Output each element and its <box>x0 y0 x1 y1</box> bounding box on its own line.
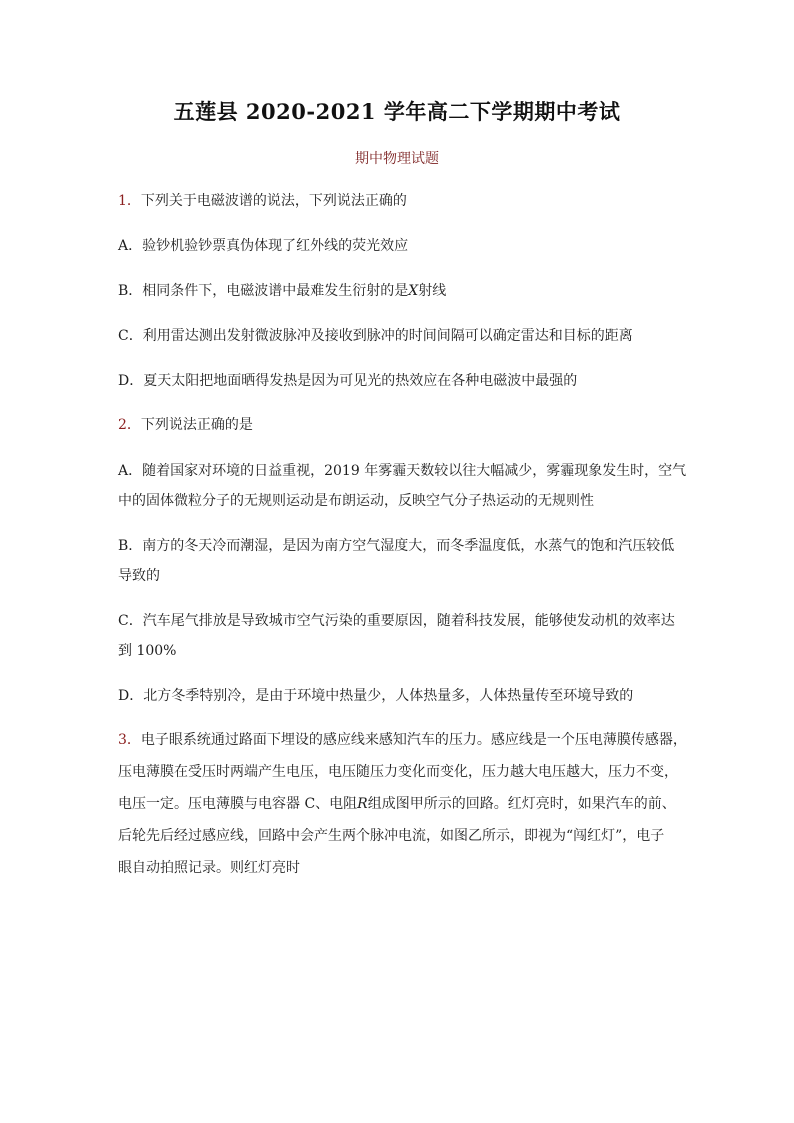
resistor-variable: R <box>357 796 368 812</box>
question-1-option-a: A．验钞机验钞票真伪体现了红外线的荧光效应 <box>118 238 409 254</box>
question-1-option-c: C．利用雷达测出发射微波脉冲及接收到脉冲的时间间隔可以确定雷达和目标的距离 <box>118 328 633 344</box>
question-1-option-d: D．夏天太阳把地面晒得发热是因为可见光的热效应在各种电磁波中最强的 <box>118 373 578 389</box>
question-2-stem <box>118 410 688 440</box>
question-2-option-c-line-2: 到 100% <box>118 643 177 659</box>
question-2-option-a-line-1: A．随着国家对环境的日益重视，2019 年雾霾天数较以往大幅减少，雾霾现象发生时，空气 <box>118 463 687 479</box>
question-2-option-b-line-1: B．南方的冬天冷而潮湿，是因为南方空气湿度大，而冬季温度低，水蒸气的饱和汽压较低 <box>118 538 675 554</box>
question-2-text: 下列说法正确的是 <box>140 417 253 433</box>
question-1-number: 1． <box>118 193 141 209</box>
question-3-line-3 <box>118 789 688 819</box>
question-3-text-3b: 组成图甲所示的回路。红灯亮时，如果汽车的前、 <box>367 796 676 812</box>
question-3-line-4: 后轮先后经过感应线，回路中会产生两个脉冲电流，如图乙所示，即视为“闯红灯”，电子 <box>118 828 665 844</box>
option-b-variable: X <box>408 283 419 299</box>
question-1-option-b <box>118 276 688 306</box>
question-1-text: 下列关于电磁波谱的说法，下列说法正确的 <box>140 193 407 209</box>
question-3-line-5: 眼自动拍照记录。则红灯亮时 <box>118 860 300 876</box>
question-1-stem <box>118 186 688 216</box>
question-2-number: 2． <box>118 417 141 433</box>
exam-title: 五莲县 2020-2021 学年高二下学期期中考试 <box>173 99 621 124</box>
question-3-line-2: 压电薄膜在受压时两端产生电压，电压随压力变化而变化，压力越大电压越大，压力不变， <box>118 764 678 780</box>
question-2-option-b-line-2: 导致的 <box>118 568 160 584</box>
question-3-text-3a: 电压一定。压电薄膜与电容器 C、电阻 <box>118 796 358 812</box>
option-b-text-start: B．相同条件下，电磁波谱中最难发生衍射的是 <box>118 283 409 299</box>
question-2-option-a-line-2: 中的固体微粒分子的无规则运动是布朗运动，反映空气分子热运动的无规则性 <box>118 493 594 509</box>
question-3-text-1: 电子眼系统通过路面下埋设的感应线来感知汽车的压力。感应线是一个压电薄膜传感器， <box>140 732 687 748</box>
exam-subtitle: 期中物理试题 <box>355 151 439 167</box>
option-b-text-end: 射线 <box>418 283 447 299</box>
question-3-number: 3． <box>118 732 141 748</box>
question-2-option-d: D．北方冬季特别冷，是由于环境中热量少，人体热量多，人体热量传至环境导致的 <box>118 688 634 704</box>
question-2-option-c-line-1: C．汽车尾气排放是导致城市空气污染的重要原因，随着科技发展，能够使发动机的效率达 <box>118 613 675 629</box>
question-3-line-1 <box>118 725 688 755</box>
